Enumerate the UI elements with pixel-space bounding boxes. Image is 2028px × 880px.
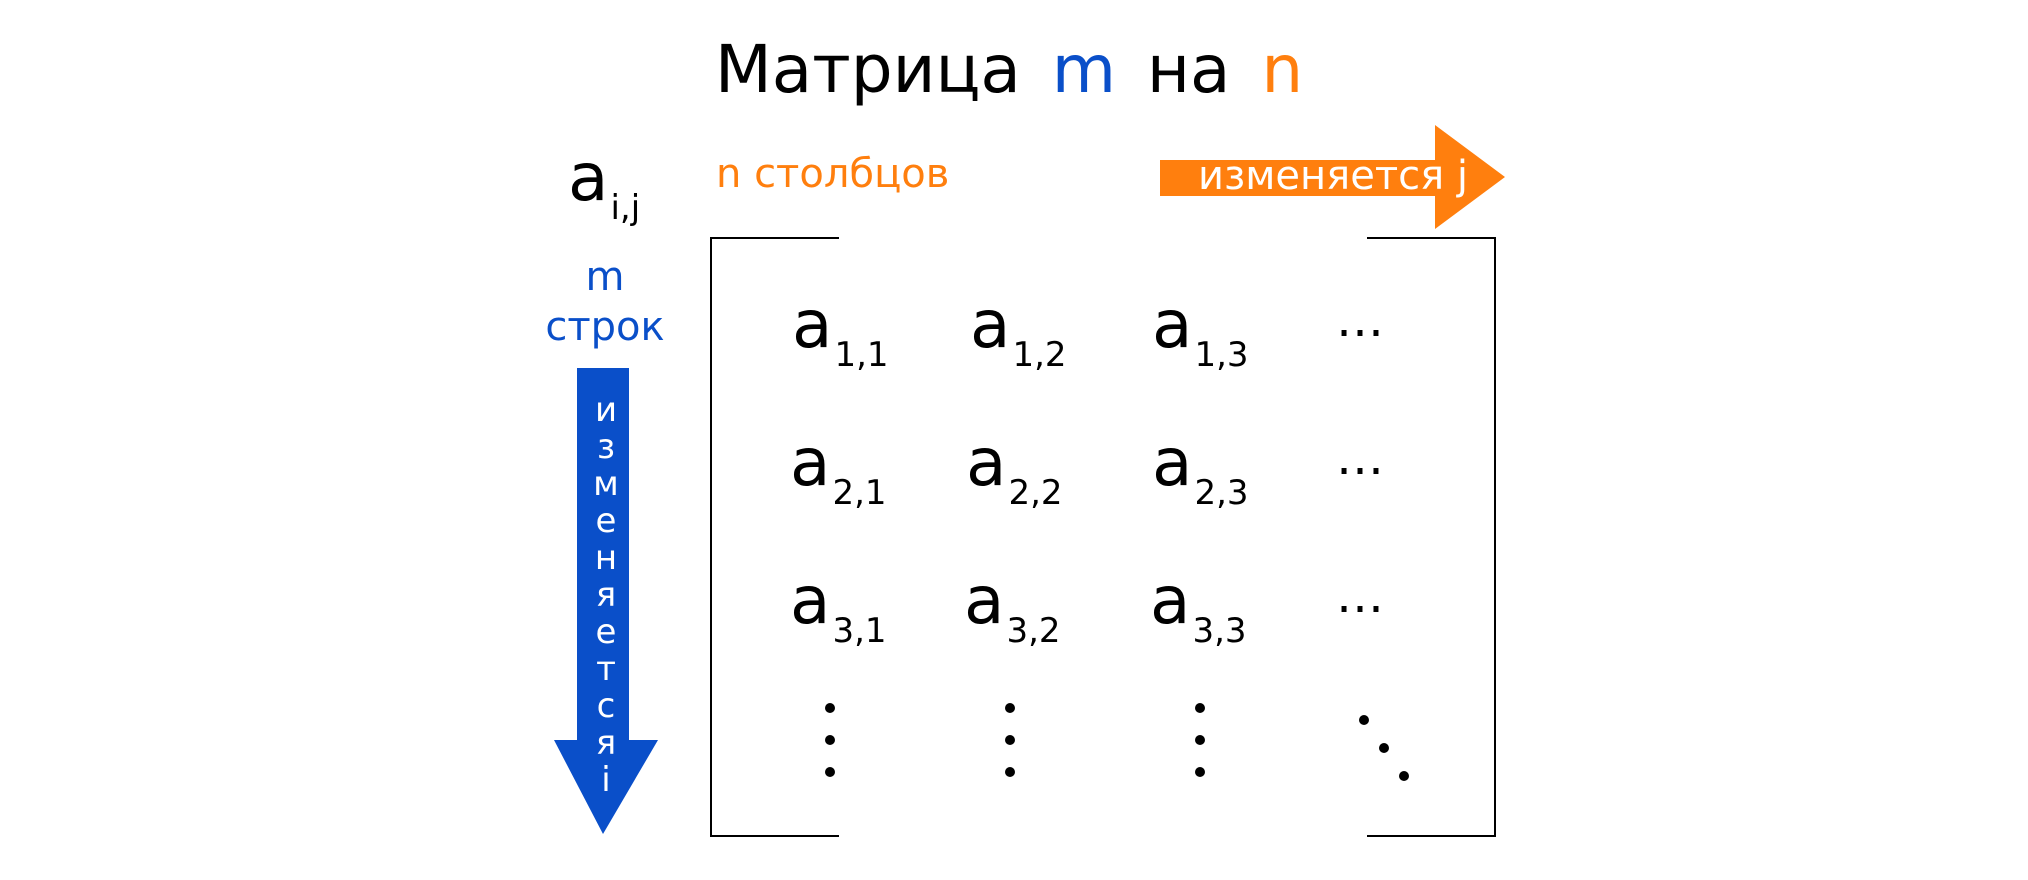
row-arrow-label-letter: и	[594, 390, 618, 430]
cell-base: a	[790, 424, 831, 501]
matrix-cell	[790, 562, 887, 651]
row-arrow-label-letter: е	[595, 612, 617, 652]
page-title	[0, 30, 2028, 110]
row-arrow-label-letter: н	[594, 538, 618, 578]
row-arrow-label-letter: i	[601, 760, 611, 800]
cell-sub: 2,1	[832, 472, 887, 513]
cell-base: a	[966, 424, 1007, 501]
title-prefix: Матрица	[714, 31, 1021, 108]
cell-base: a	[1150, 562, 1191, 639]
generic-element	[568, 139, 641, 228]
diagonal-dots-icon	[1354, 710, 1414, 786]
cell-sub: 1,1	[834, 334, 889, 375]
rows-label-word: строк	[545, 304, 665, 350]
row-ellipsis: …	[1336, 568, 1392, 624]
row-ellipsis: …	[1336, 430, 1392, 486]
generic-element-base: a	[568, 139, 609, 216]
diagonal-ellipsis	[1354, 710, 1414, 790]
row-arrow-label-letter: т	[596, 649, 616, 689]
title-m: m	[1051, 31, 1117, 108]
rows-label-m: m	[585, 254, 625, 300]
cell-sub: 1,3	[1194, 334, 1249, 375]
title-middle: на	[1146, 31, 1231, 108]
matrix-cell	[792, 286, 889, 375]
row-arrow-label-letter: з	[596, 427, 616, 467]
rows-label	[535, 252, 675, 352]
cell-base: a	[792, 286, 833, 363]
row-arrow-label-letter: я	[595, 575, 617, 615]
row-arrow-label	[583, 392, 629, 799]
cell-sub: 2,2	[1008, 472, 1063, 513]
column-ellipsis	[818, 700, 842, 784]
cell-sub: 3,1	[832, 610, 887, 651]
vertical-dots-icon	[1188, 700, 1212, 780]
matrix-cell	[1152, 286, 1249, 375]
row-arrow-label-letter: я	[595, 723, 617, 763]
column-ellipsis	[1188, 700, 1212, 784]
column-arrow-label: изменяется j	[1197, 153, 1469, 199]
column-ellipsis	[998, 700, 1022, 784]
matrix-cell	[790, 424, 887, 513]
row-ellipsis: …	[1336, 292, 1392, 348]
vertical-dots-icon	[998, 700, 1022, 780]
cell-sub: 1,2	[1012, 334, 1067, 375]
cell-sub: 3,3	[1192, 610, 1247, 651]
matrix-cell	[1150, 562, 1247, 651]
cell-base: a	[970, 286, 1011, 363]
cell-base: a	[790, 562, 831, 639]
cell-base: a	[964, 562, 1005, 639]
generic-element-sub: i,j	[610, 187, 641, 228]
cell-base: a	[1152, 424, 1193, 501]
matrix-cell	[970, 286, 1067, 375]
row-arrow-label-letter: е	[595, 501, 617, 541]
row-arrow-label-letter: м	[593, 464, 619, 504]
row-arrow-label-letter: с	[596, 686, 616, 726]
vertical-dots-icon	[818, 700, 842, 780]
matrix-cell	[964, 562, 1061, 651]
title-n: n	[1261, 31, 1304, 108]
matrix-cell	[966, 424, 1063, 513]
cell-sub: 3,2	[1006, 610, 1061, 651]
cell-sub: 2,3	[1194, 472, 1249, 513]
matrix-cell	[1152, 424, 1249, 513]
columns-label: n столбцов	[716, 151, 950, 197]
cell-base: a	[1152, 286, 1193, 363]
